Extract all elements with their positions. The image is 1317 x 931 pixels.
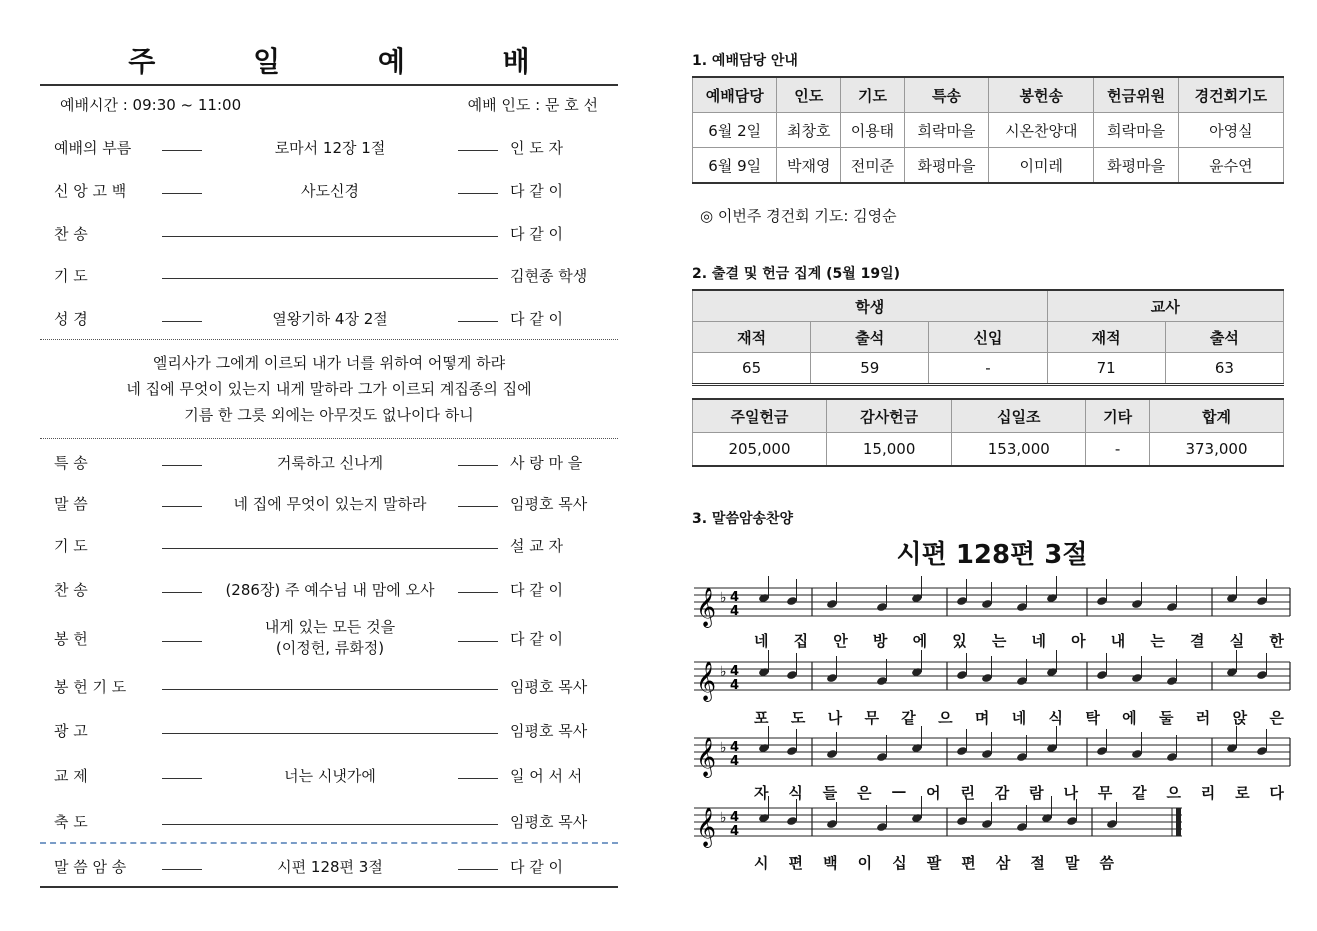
order-item-name: 광 고 — [54, 722, 88, 740]
lyric-syllable: 앉 — [1232, 709, 1248, 727]
lyric-syllable: 러 — [1195, 709, 1211, 727]
table-cell: 71 — [1047, 353, 1165, 385]
table-header: 재적 — [693, 322, 811, 353]
lyric-syllable: 네 — [754, 632, 769, 650]
order-item-detail — [205, 180, 455, 201]
lyric-syllable: 나 — [1063, 784, 1078, 802]
order-item-person: 사 랑 마 을 — [510, 454, 583, 472]
order-row — [40, 676, 618, 702]
lyric-syllable: 말 — [1064, 854, 1080, 872]
table-header: 출석 — [1165, 322, 1283, 353]
order-item-name: 교 제 — [54, 767, 88, 785]
table-header: 십일조 — [952, 399, 1086, 433]
group-teacher: 교사 — [1047, 290, 1283, 322]
verse-line: 기름 한 그릇 외에는 아무것도 없나이다 하니 — [184, 406, 474, 424]
order-row — [40, 811, 618, 837]
lyric-syllable: 에 — [1122, 709, 1137, 727]
table-cell: 65 — [693, 353, 811, 385]
table-cell: 153,000 — [952, 433, 1086, 467]
leader-line — [458, 321, 498, 322]
order-item-person: 임평호 목사 — [510, 678, 588, 696]
order-item-detail — [205, 856, 455, 877]
leader-line — [458, 869, 498, 870]
order-item-name: 성 경 — [54, 310, 88, 328]
lyric-syllable: 삼 — [995, 854, 1011, 872]
detail-line: 열왕기하 4장 2절 — [272, 310, 388, 328]
lyric-syllable: 는 — [991, 632, 1007, 650]
order-item-person: 다 같 이 — [510, 630, 564, 648]
table-header: 예배담당 — [693, 77, 777, 113]
lyric-line — [754, 852, 1114, 873]
score-title: 시편 128편 3절 — [896, 540, 1088, 570]
lyric-syllable: — — [891, 782, 907, 800]
table-cell: 373,000 — [1149, 433, 1283, 467]
table-header: 헌금위원 — [1094, 77, 1178, 113]
leader-line — [162, 321, 202, 322]
table-cell: 205,000 — [693, 433, 827, 467]
lyric-syllable: 십 — [892, 854, 907, 872]
table-cell: 박재영 — [777, 148, 841, 184]
lyric-syllable: 은 — [856, 784, 872, 802]
leader-line — [458, 193, 498, 194]
lyric-syllable: 네 — [1031, 632, 1046, 650]
table-header: 경건회기도 — [1178, 77, 1283, 113]
lyric-syllable: 네 — [1011, 709, 1027, 727]
worship-leader: 예배 인도 : 문 호 선 — [467, 96, 598, 114]
table-header: 기도 — [841, 77, 905, 113]
verse-line: 엘리사가 그에게 이르되 내가 너를 위하여 어떻게 하랴 — [152, 354, 506, 372]
treble-clef: 𝄞 — [696, 807, 717, 847]
leader-line — [458, 592, 498, 593]
order-item-detail — [205, 616, 455, 658]
order-row — [40, 223, 618, 249]
lyric-syllable: 는 — [1150, 632, 1165, 650]
lyric-syllable: 아 — [1071, 632, 1086, 650]
lyric-syllable: 도 — [790, 709, 806, 727]
lyric-syllable: 린 — [960, 784, 975, 802]
order-item-person: 김현종 학생 — [510, 267, 588, 285]
lyric-syllable: 식 — [1048, 709, 1063, 727]
order-row — [40, 452, 618, 478]
table-cell: 이미레 — [989, 148, 1094, 184]
leader-line — [162, 236, 498, 237]
time-sig-bottom: 4 — [730, 824, 740, 839]
lyric-syllable: 편 — [961, 854, 976, 872]
lyric-syllable: 이 — [857, 854, 873, 872]
lyric-syllable: 다 — [1269, 784, 1284, 802]
order-item-person: 다 같 이 — [510, 225, 564, 243]
lyric-syllable: 한 — [1269, 632, 1284, 650]
detail-line: 로마서 12장 1절 — [274, 139, 386, 157]
leader-line — [458, 641, 498, 642]
order-item-name: 봉 헌 — [54, 630, 88, 648]
detail-line: 내게 있는 모든 것을 — [264, 618, 396, 636]
order-item-name: 찬 송 — [54, 581, 88, 599]
table-cell: - — [1086, 433, 1150, 467]
leader-line — [162, 465, 202, 466]
lyric-syllable: 편 — [788, 854, 804, 872]
lyric-line — [754, 707, 1284, 728]
order-item-name: 봉 헌 기 도 — [54, 678, 127, 696]
order-item-person: 다 같 이 — [510, 581, 564, 599]
flat-sign: ♭ — [720, 664, 727, 680]
section-3-title: 3. 말씀암송찬양 — [692, 511, 794, 527]
order-row — [40, 308, 618, 334]
order-row — [40, 265, 618, 291]
verse-bottom-divider — [40, 438, 618, 439]
lyric-syllable: 어 — [926, 784, 941, 802]
table-cell: 이용태 — [841, 113, 905, 148]
order-item-detail — [205, 137, 455, 158]
order-item-name: 말 씀 암 송 — [54, 858, 127, 876]
lyric-syllable: 며 — [974, 709, 990, 727]
order-item-person: 다 같 이 — [510, 858, 564, 876]
leader-line — [162, 869, 202, 870]
table-header: 인도 — [777, 77, 841, 113]
table-cell: 6월 9일 — [693, 148, 777, 184]
verse-line: 네 집에 무엇이 있는지 내게 말하라 그가 이르되 계집종의 집에 — [126, 380, 532, 398]
order-row — [40, 618, 618, 657]
lyric-syllable: 결 — [1190, 632, 1205, 650]
lyric-syllable: 같 — [901, 709, 916, 727]
leader-line — [458, 778, 498, 779]
leader-line — [162, 278, 498, 279]
blue-divider — [40, 842, 618, 844]
leader-line — [458, 506, 498, 507]
detail-line: 시편 128편 3절 — [277, 858, 383, 876]
title-rule — [40, 84, 618, 86]
order-row — [40, 493, 618, 519]
lyric-syllable: 포 — [754, 709, 769, 727]
lyric-syllable: 같 — [1132, 784, 1147, 802]
table-header: 감사헌금 — [826, 399, 951, 433]
table-cell: 화평마을 — [1094, 148, 1178, 184]
final-bar-thick — [1176, 808, 1181, 836]
order-row — [40, 720, 618, 746]
treble-clef: 𝄞 — [696, 661, 717, 701]
leader-line — [162, 778, 202, 779]
page-title: 주 일 예 배 — [128, 45, 574, 78]
lyric-syllable: 집 — [793, 632, 809, 650]
flat-sign: ♭ — [720, 810, 727, 826]
table-cell: 전미준 — [841, 148, 905, 184]
time-sig-top: 4 — [730, 590, 740, 605]
leader-line — [162, 641, 202, 642]
time-sig-bottom: 4 — [730, 754, 740, 769]
leader-line — [458, 150, 498, 151]
detail-line: 네 집에 무엇이 있는지 말하라 — [233, 495, 427, 513]
table-cell: 59 — [811, 353, 929, 385]
table-header: 합계 — [1149, 399, 1283, 433]
leader-line — [162, 733, 498, 734]
time-sig-bottom: 4 — [730, 678, 740, 693]
lyric-syllable: 람 — [1029, 784, 1044, 802]
detail-line: 너는 시냇가에 — [284, 767, 376, 785]
section-1-title: 1. 예배담당 안내 — [692, 53, 798, 69]
order-item-name: 특 송 — [54, 454, 88, 472]
lyric-syllable: 둘 — [1158, 709, 1174, 727]
order-item-person: 설 교 자 — [510, 537, 564, 555]
table-cell: 15,000 — [826, 433, 951, 467]
order-item-person: 임평호 목사 — [510, 495, 588, 513]
order-item-name: 신 앙 고 백 — [54, 182, 127, 200]
scripture-verse — [40, 350, 618, 428]
lyric-syllable: 으 — [938, 709, 953, 727]
treble-clef: 𝄞 — [696, 587, 717, 627]
order-item-detail — [205, 308, 455, 329]
table-header: 재적 — [1047, 322, 1165, 353]
time-sig-top: 4 — [730, 810, 740, 825]
leader-line — [162, 689, 498, 690]
order-row — [40, 579, 618, 605]
lyric-syllable: 감 — [994, 784, 1010, 802]
order-item-person: 인 도 자 — [510, 139, 564, 157]
lyric-syllable: 무 — [1097, 784, 1113, 802]
order-item-detail — [205, 493, 455, 514]
order-item-detail — [205, 765, 455, 786]
order-item-name: 찬 송 — [54, 225, 88, 243]
table-header: 출석 — [811, 322, 929, 353]
order-item-name: 말 씀 — [54, 495, 88, 513]
table-header: 신입 — [929, 322, 1047, 353]
order-item-person: 다 같 이 — [510, 310, 564, 328]
order-item-detail — [205, 452, 455, 473]
lyric-syllable: 나 — [827, 709, 843, 727]
table-cell: 희락마을 — [1094, 113, 1178, 148]
order-item-name: 기 도 — [54, 537, 88, 555]
treble-clef: 𝄞 — [696, 737, 717, 777]
order-item-person: 다 같 이 — [510, 182, 564, 200]
detail-line: (이정헌, 류화정) — [275, 639, 385, 657]
lyric-syllable: 방 — [872, 632, 888, 650]
leader-line — [458, 465, 498, 466]
lyric-syllable: 에 — [912, 632, 928, 650]
verse-top-divider — [40, 339, 618, 340]
table-cell: 아영실 — [1178, 113, 1283, 148]
lyric-syllable: 안 — [833, 632, 848, 650]
attendance-table — [692, 289, 1284, 386]
order-row — [40, 535, 618, 561]
lyric-syllable: 실 — [1229, 632, 1245, 650]
lyric-syllable: 은 — [1269, 709, 1284, 727]
leader-line — [162, 592, 202, 593]
duty-table — [692, 76, 1284, 184]
table-header: 특송 — [904, 77, 988, 113]
lyric-syllable: 으 — [1166, 784, 1181, 802]
table-header: 기타 — [1086, 399, 1150, 433]
flat-sign: ♭ — [720, 590, 727, 606]
order-item-name: 예배의 부름 — [54, 139, 132, 157]
table-cell: 최창호 — [777, 113, 841, 148]
lyric-syllable: 있 — [952, 632, 967, 650]
table-header: 주일헌금 — [693, 399, 827, 433]
order-item-name: 기 도 — [54, 267, 88, 285]
leader-line — [162, 824, 498, 825]
lyric-syllable: 씀 — [1099, 854, 1114, 872]
lyric-syllable: 백 — [823, 854, 838, 872]
order-item-person: 임평호 목사 — [510, 813, 588, 831]
leader-line — [162, 506, 202, 507]
time-sig-bottom: 4 — [730, 604, 740, 619]
lyric-syllable: 자 — [754, 784, 769, 802]
order-row — [40, 856, 618, 882]
table-header: 봉헌송 — [989, 77, 1094, 113]
lyric-line — [754, 630, 1284, 651]
lyric-line — [754, 782, 1284, 803]
table-cell: 63 — [1165, 353, 1283, 385]
time-sig-top: 4 — [730, 740, 740, 755]
table-cell: 시온찬양대 — [989, 113, 1094, 148]
lyric-syllable: 탁 — [1085, 709, 1100, 727]
lyric-syllable: 로 — [1235, 784, 1250, 802]
detail-line: (286장) 주 예수님 내 맘에 오사 — [225, 581, 435, 599]
lyric-syllable: 리 — [1200, 784, 1216, 802]
lyric-syllable: 식 — [788, 784, 803, 802]
lyric-syllable: 시 — [754, 854, 769, 872]
order-row — [40, 765, 618, 791]
section-2-title: 2. 출결 및 헌금 집계 (5월 19일) — [692, 266, 901, 282]
order-item-name: 축 도 — [54, 813, 88, 831]
prayer-note: ◎ 이번주 경건회 기도: 김영순 — [700, 207, 897, 225]
table-cell: 윤수연 — [1178, 148, 1283, 184]
group-student: 학생 — [693, 290, 1048, 322]
leader-line — [162, 548, 498, 549]
detail-line: 거룩하고 신나게 — [276, 454, 384, 472]
order-item-person: 일 어 서 서 — [510, 767, 583, 785]
table-cell: 화평마을 — [904, 148, 988, 184]
table-cell: - — [929, 353, 1047, 385]
table-cell: 희락마을 — [904, 113, 988, 148]
detail-line: 사도신경 — [301, 182, 359, 200]
leader-line — [162, 193, 202, 194]
lyric-syllable: 절 — [1030, 854, 1045, 872]
time-sig-top: 4 — [730, 664, 740, 679]
lyric-syllable: 무 — [864, 709, 879, 727]
order-row — [40, 137, 618, 163]
table-cell: 6월 2일 — [693, 113, 777, 148]
lyric-syllable: 팔 — [926, 854, 942, 872]
flat-sign: ♭ — [720, 740, 727, 756]
lyric-syllable: 내 — [1110, 632, 1126, 650]
order-row — [40, 180, 618, 206]
offering-table — [692, 398, 1284, 467]
lyric-syllable: 들 — [822, 784, 838, 802]
order-item-person: 임평호 목사 — [510, 722, 588, 740]
worship-time: 예배시간 : 09:30 ~ 11:00 — [60, 96, 242, 114]
bottom-rule — [40, 886, 618, 888]
leader-line — [162, 150, 202, 151]
order-item-detail — [205, 579, 455, 600]
